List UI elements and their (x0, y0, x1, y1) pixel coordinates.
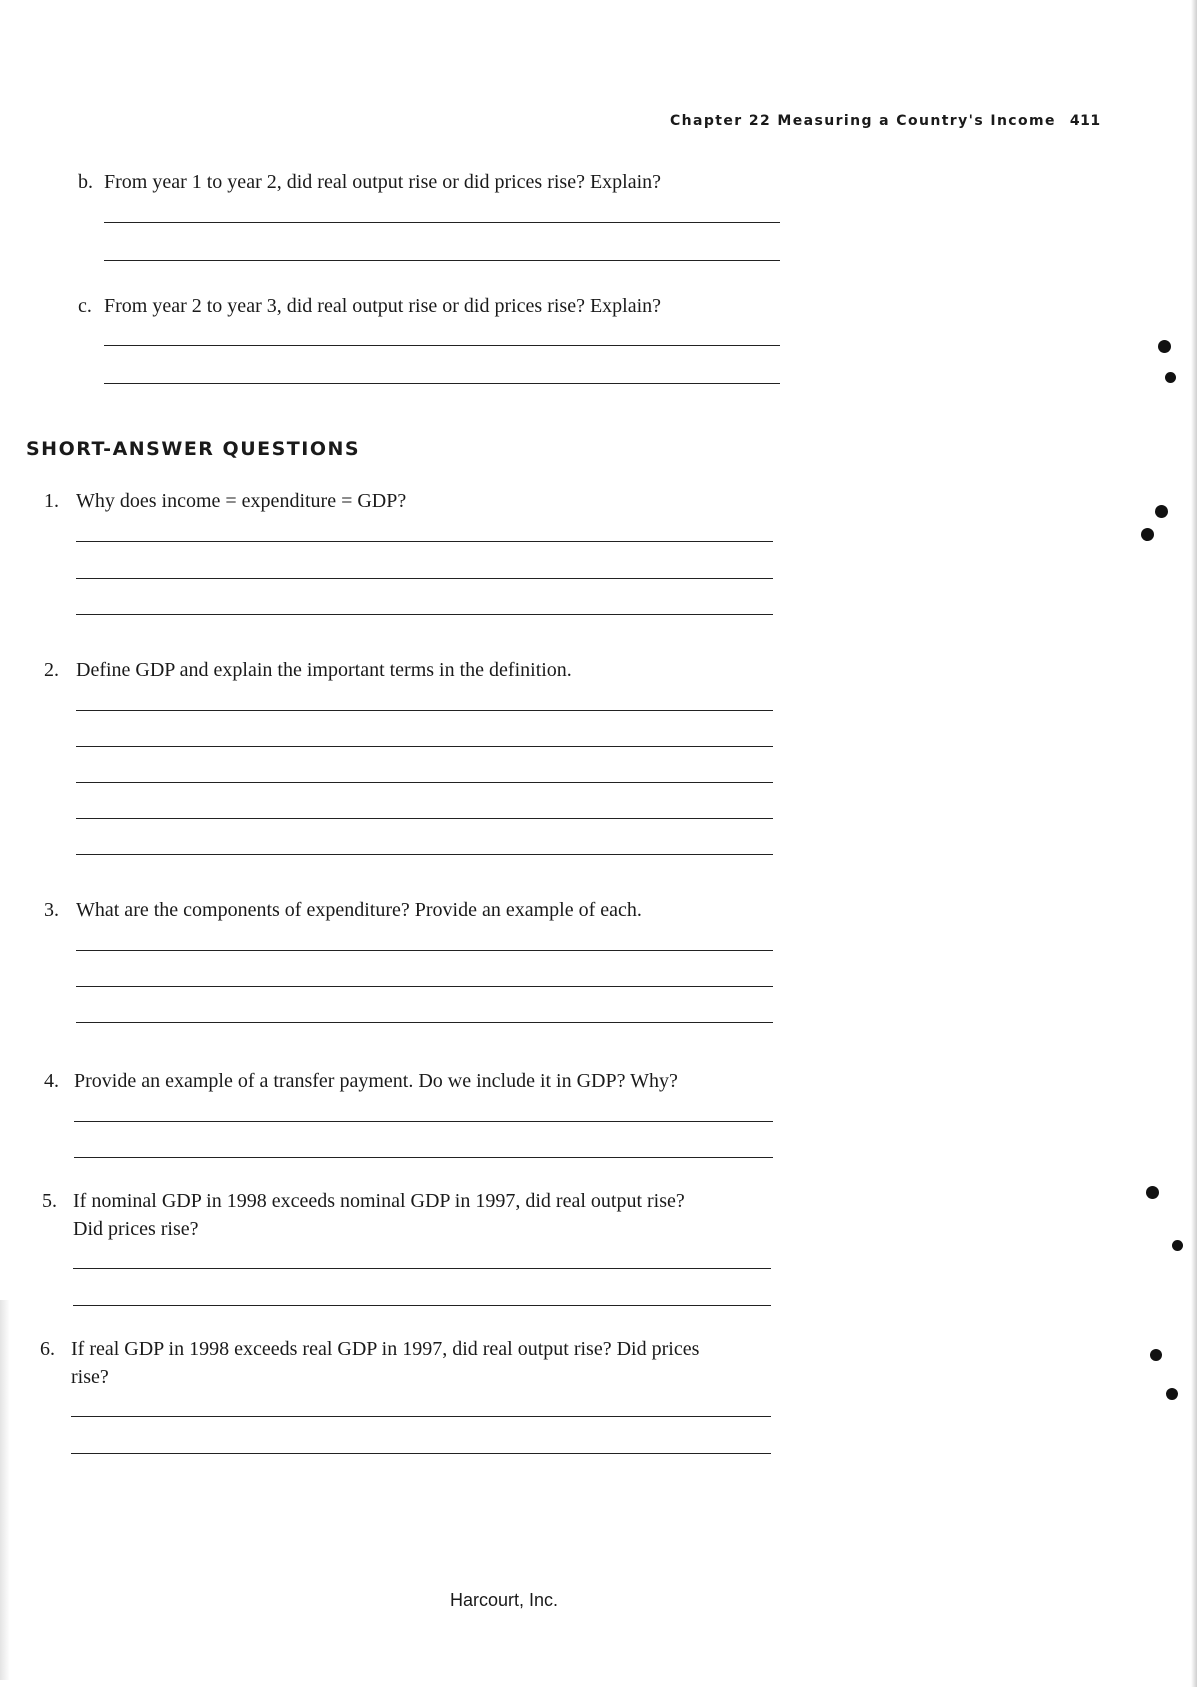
answer-line[interactable] (76, 782, 773, 783)
question-text: If nominal GDP in 1998 exceeds nominal GDP in 1997, did real output rise? (73, 1190, 685, 1212)
answer-line[interactable] (73, 1268, 771, 1269)
answer-line[interactable] (76, 854, 773, 855)
answer-line[interactable] (76, 746, 773, 747)
answer-line[interactable] (76, 1022, 773, 1023)
answer-line[interactable] (76, 578, 773, 579)
page-edge-shadow-left (0, 1300, 10, 1680)
item-label-b: b. (78, 171, 93, 193)
answer-line[interactable] (73, 1305, 771, 1306)
binder-hole (1165, 372, 1176, 383)
question-text: Why does income = expenditure = GDP? (76, 490, 407, 512)
answer-line[interactable] (71, 1453, 771, 1454)
answer-line[interactable] (104, 345, 780, 346)
item-label-c: c. (78, 295, 92, 317)
answer-line[interactable] (71, 1416, 771, 1417)
question-number: 5. (42, 1190, 57, 1212)
page-edge-shadow (1191, 0, 1197, 1687)
chapter-title: Chapter 22 Measuring a Country's Income (670, 113, 1056, 129)
question-number: 6. (40, 1338, 55, 1360)
answer-line[interactable] (76, 950, 773, 951)
page-number: 411 (1069, 113, 1101, 129)
answer-line[interactable] (76, 818, 773, 819)
item-text-b: From year 1 to year 2, did real output rise or did prices rise? Explain? (104, 171, 662, 193)
publisher-footer: Harcourt, Inc. (450, 1590, 559, 1610)
answer-line[interactable] (104, 222, 780, 223)
question-text: What are the components of expenditure? Provide an example of each. (76, 899, 642, 921)
question-text-continued: Did prices rise? (73, 1218, 199, 1240)
question-text: If real GDP in 1998 exceeds real GDP in 1997, did real output rise? Did prices (71, 1338, 700, 1360)
binder-hole (1150, 1349, 1162, 1361)
answer-line[interactable] (74, 1157, 773, 1158)
answer-line[interactable] (76, 710, 773, 711)
question-number: 3. (44, 899, 59, 921)
question-text: Provide an example of a transfer payment. Do we include it in GDP? Why? (74, 1070, 678, 1092)
section-title: SHORT-ANSWER QUESTIONS (26, 438, 361, 460)
binder-hole (1155, 505, 1168, 518)
question-number: 2. (44, 659, 59, 681)
answer-line[interactable] (74, 1121, 773, 1122)
answer-line[interactable] (76, 986, 773, 987)
binder-hole (1146, 1186, 1159, 1199)
question-number: 4. (44, 1070, 59, 1092)
binder-hole (1141, 528, 1154, 541)
binder-hole (1166, 1388, 1178, 1400)
answer-line[interactable] (76, 541, 773, 542)
running-header (670, 113, 1110, 129)
answer-line[interactable] (104, 383, 780, 384)
question-number: 1. (44, 490, 59, 512)
question-text: Define GDP and explain the important terms in the definition. (76, 659, 572, 681)
answer-line[interactable] (104, 260, 780, 261)
item-text-c: From year 2 to year 3, did real output rise or did prices rise? Explain? (104, 295, 662, 317)
answer-line[interactable] (76, 614, 773, 615)
binder-hole (1158, 340, 1171, 353)
question-text-continued: rise? (71, 1366, 109, 1388)
binder-hole (1172, 1240, 1183, 1251)
